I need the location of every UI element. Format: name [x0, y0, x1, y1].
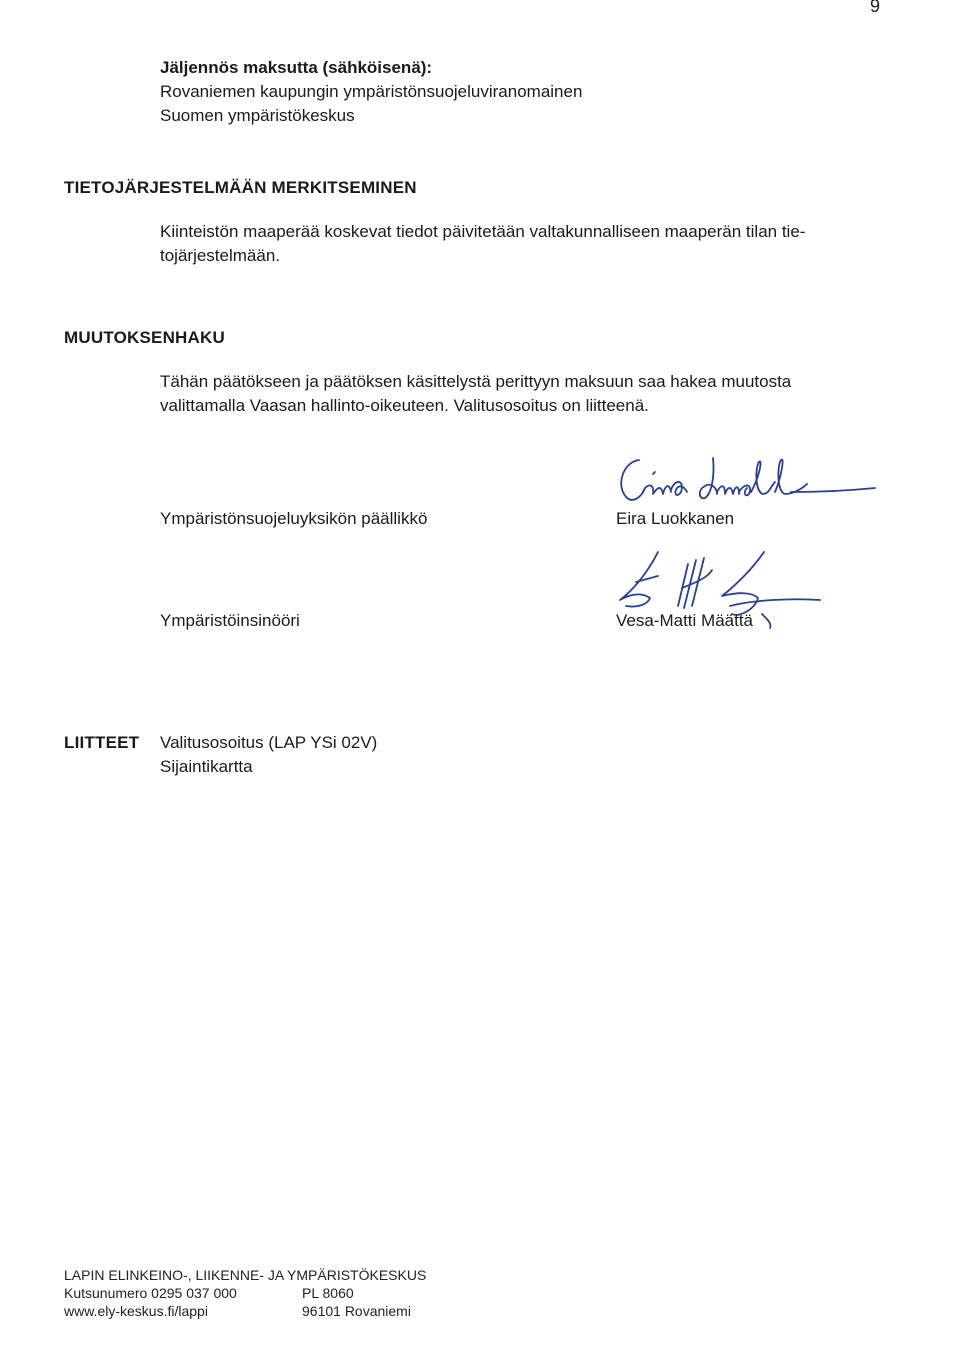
footer-city: 96101 Rovaniemi: [302, 1303, 411, 1319]
attachment-item: Sijaintikartta: [160, 757, 253, 776]
footer-phone: Kutsunumero 0295 037 000: [64, 1285, 237, 1301]
footer-org: LAPIN ELINKEINO-, LIIKENNE- JA YMPÄRISTÖKESKUS: [64, 1267, 427, 1283]
copy-title: Jäljennös maksutta (sähköisenä):: [160, 58, 433, 77]
copy-recipients-block: [160, 56, 582, 128]
appeal-heading: MUUTOKSENHAKU: [64, 328, 225, 347]
footer-postbox: PL 8060: [302, 1285, 354, 1301]
registry-line: Kiinteistön maaperää koskevat tiedot päivitetään valtakunnalliseen maaperän tilan tie-: [160, 222, 806, 241]
copy-recipient: Rovaniemen kaupungin ympäristönsuojeluviranomainen: [160, 82, 583, 101]
appeal-line: valittamalla Vaasan hallinto-oikeuteen. Valitusosoitus on liitteenä.: [160, 396, 649, 415]
registry-heading: TIETOJÄRJESTELMÄÄN MERKITSEMINEN: [64, 178, 417, 197]
page-number: 9: [869, 0, 880, 16]
attachments-heading: LIITTEET: [64, 733, 140, 752]
appeal-line: Tähän päätökseen ja päätöksen käsittelystä perittyyn maksuun saa hakea muutosta: [160, 372, 792, 391]
registry-line: tojärjestelmään.: [160, 246, 281, 265]
signer-name: Eira Luokkanen: [616, 509, 735, 528]
footer-row: [64, 1302, 426, 1320]
signer-name: Vesa-Matti Määttä: [616, 611, 754, 630]
signer-title: Ympäristönsuojeluyksikön päällikkö: [160, 509, 428, 528]
attachment-item: Valitusosoitus (LAP YSi 02V): [160, 733, 378, 752]
footer-row: [64, 1284, 426, 1302]
attachments-list: [160, 731, 377, 779]
signer-title: Ympäristöinsinööri: [160, 611, 300, 630]
footer: [64, 1266, 426, 1320]
copy-recipient: Suomen ympäristökeskus: [160, 106, 355, 125]
registry-text: [160, 220, 805, 268]
footer-web: www.ely-keskus.fi/lappi: [64, 1303, 208, 1319]
appeal-text: [160, 370, 791, 418]
